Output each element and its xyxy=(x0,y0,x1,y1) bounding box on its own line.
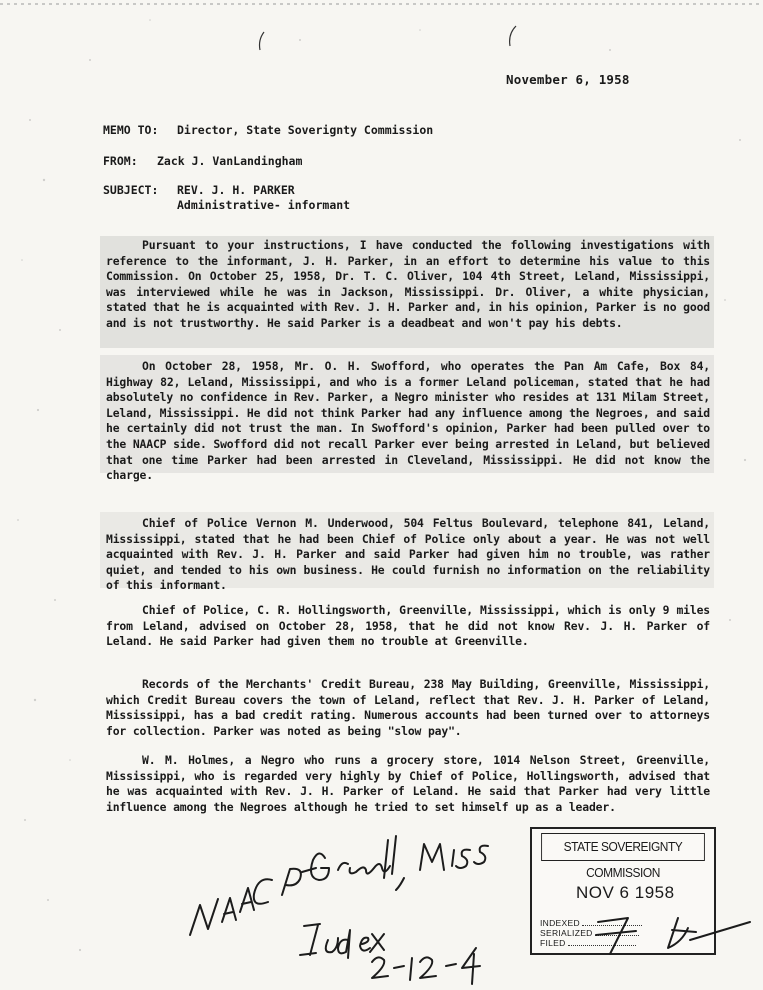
memo-from-line xyxy=(103,154,302,168)
paragraph-3: Chief of Police Vernon M. Underwood, 504 Feltus Boulevard, telephone 841, Leland, Mississippi, stated that he had been Chief of Police only about a year. He was not well acquainted with Rev. J. H. Parker and said Parker had given him no trouble, was rather quiet, and tended to his own business. He could furnish no information on the reliability of this informant. xyxy=(106,516,710,593)
memo-to-label: MEMO TO: xyxy=(103,123,159,137)
memo-date: November 6, 1958 xyxy=(506,72,630,87)
paragraph-5: Records of the Merchants' Credit Bureau, 238 May Building, Greenville, Mississippi, which Credit Bureau covers the town of Leland, reflect that Rev. J. H. Parker of Leland, Mississippi, has a bad credit rating. Numerous accounts had been turned over to attorneys for collection. Parker was noted as being "slow pay". xyxy=(106,677,710,738)
commission-stamp xyxy=(530,827,716,955)
memo-subject-line xyxy=(103,183,295,197)
memo-subject-label: SUBJECT: xyxy=(103,183,159,197)
stamp-filed: FILED xyxy=(540,938,636,948)
stamp-title: STATE SOVEREIGNTY COMMISSION xyxy=(541,833,705,861)
memo-to-value: Director, State Soverignty Commission xyxy=(177,123,434,137)
stamp-date: NOV 6 1958 xyxy=(576,883,675,902)
paragraph-4: Chief of Police, C. R. Hollingsworth, Greenville, Mississippi, which is only 9 miles from Leland, advised on October 28, 1958, that he did not know Rev. J. H. Parker of Leland. He said Parker had given them no trouble at Greenville. xyxy=(106,603,710,649)
stamp-indexed: INDEXED xyxy=(540,918,642,928)
stamp-serialized: SERIALIZED xyxy=(540,928,639,938)
memo-to-line xyxy=(103,123,433,137)
paragraph-6: W. M. Holmes, a Negro who runs a grocery store, 1014 Nelson Street, Greenville, Mississippi, who is regarded very highly by Chief of Police, Hollingsworth, advised that he was acquainted with Rev. J. H. Parker of Leland. He said that Parker had very little influence among the Negroes although he tried to set himself up as a leader. xyxy=(106,753,710,814)
memo-from-value: Zack J. VanLandingham xyxy=(157,154,303,168)
memo-subject-line2: Administrative- informant xyxy=(177,198,351,212)
memo-from-label: FROM: xyxy=(103,154,138,168)
paragraph-2: On October 28, 1958, Mr. O. H. Swofford, who operates the Pan Am Cafe, Box 84, Highway 82, Leland, Mississippi, and who is a former Leland policeman, stated that he had absolutely no confidence in Rev. Parker, a Negro minister who resides at 131 Milam Street, Leland, Mississippi. He did not think Parker had any influence among the Negroes, and said he certainly did not trust the man. In Swofford's opinion, Parker had been pulled over to the NAACP side. Swofford did not recall Parker ever being arrested in Leland, but believed that one time Parker had been arrested in Cleveland, Mississippi. He did not know the charge. xyxy=(106,359,710,483)
memo-subject-value: REV. J. H. PARKER xyxy=(177,183,295,197)
paragraph-1: Pursuant to your instructions, I have conducted the following investigations with reference to the informant, J. H. Parker, in an effort to determine his value to this Commission. On October 25, 1958, Dr. T. C. Oliver, 104 4th Street, Leland, Mississippi, was interviewed while he was in Jackson, Mississippi. Dr. Oliver, a white physician, stated that he is acquainted with Rev. J. H. Parker and, in his opinion, Parker is no good and is not trustworthy. He said Parker is a deadbeat and won't pay his debts. xyxy=(106,238,710,330)
